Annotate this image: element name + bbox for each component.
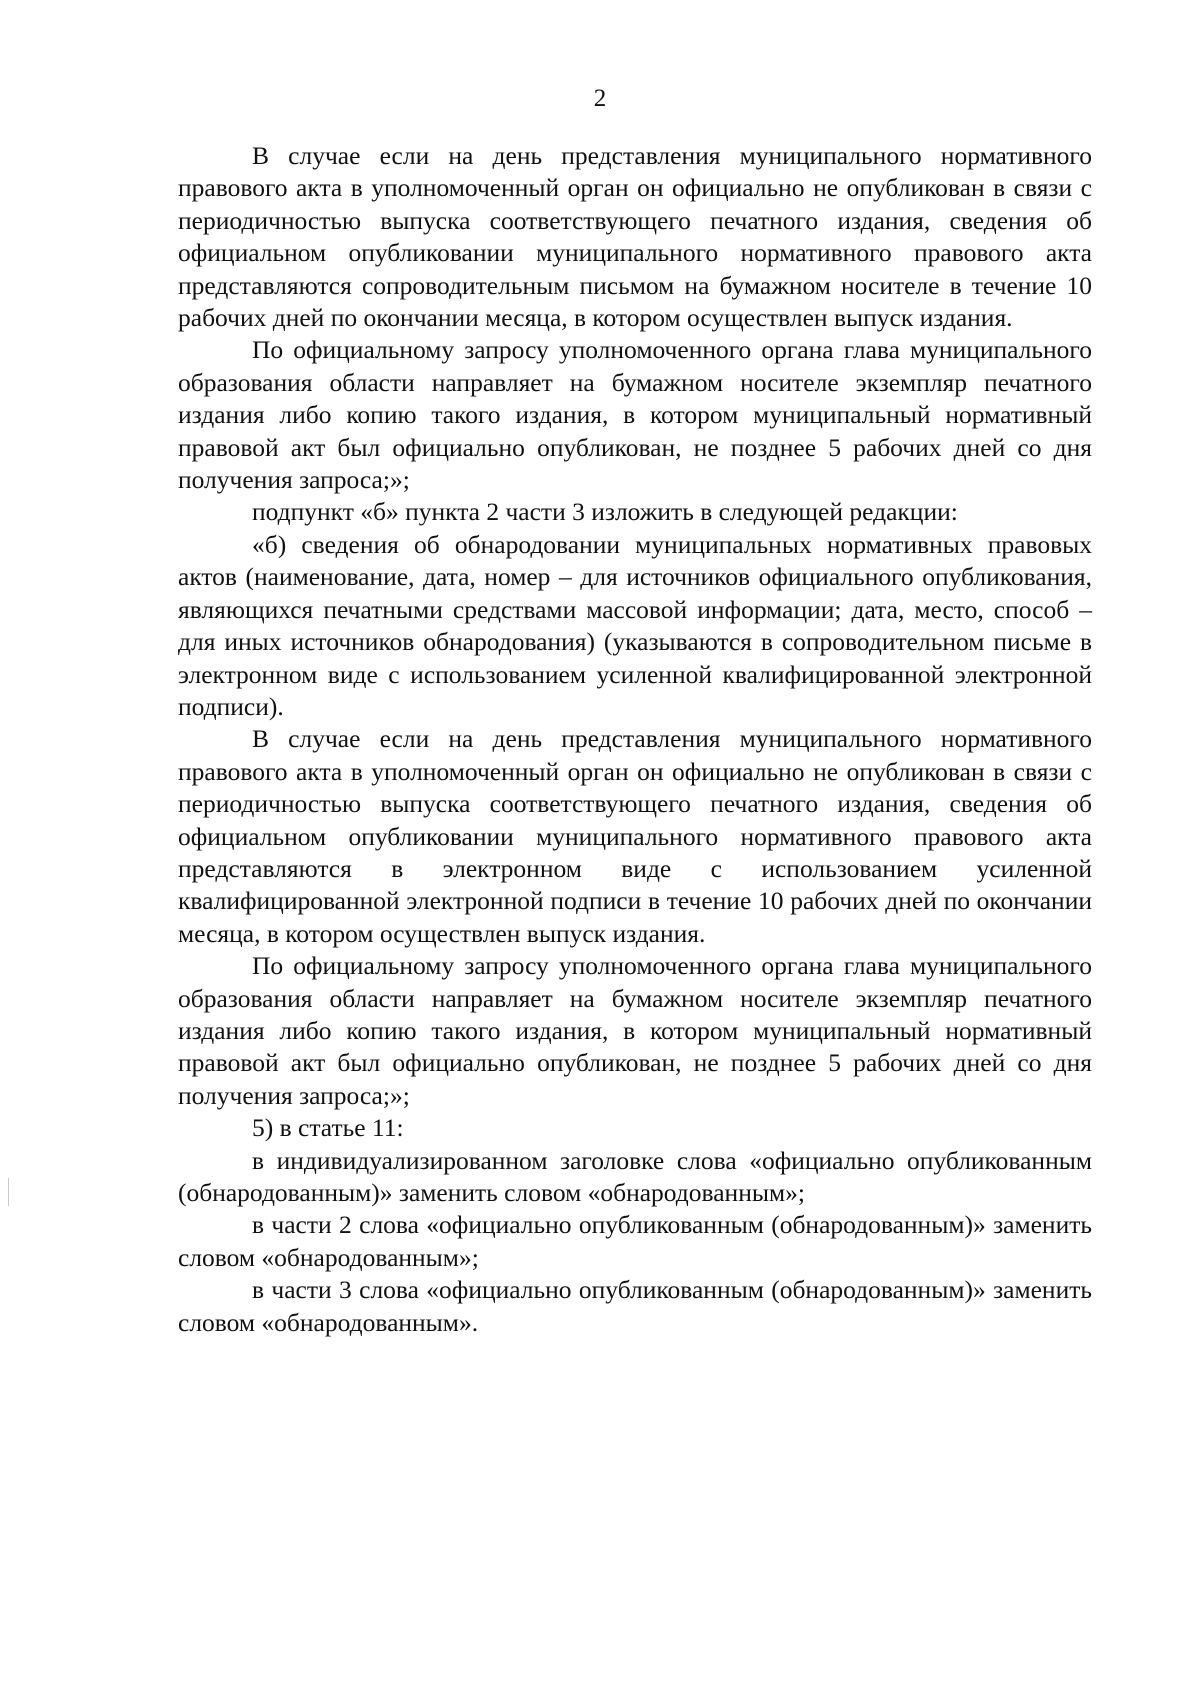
paragraph: В случае если на день представления муниципального нормативного правового акта в уполномоченный орган он официально не опубликован в связи с периодичностью выпуска соответствующего печатного издания, сведения об официальном опубликовании муниципального нормативного правового акта представляются сопроводительным письмом на бумажном носителе в течение 10 рабочих дней по окончании месяца, в котором осуществлен выпуск издания. [178, 141, 1092, 333]
paragraph: в индивидуализированном заголовке слова «официально опубликованным (обнародованным)» заменить словом «обнародованным»; [178, 1145, 1092, 1207]
paragraph: «б) сведения об обнародовании муниципальных нормативных правовых актов (наименование, дата, номер – для источников официального опубликования, являющихся печатными средствами массовой информации; дата, место, способ – для иных источников обнародования) (указываются в сопроводительном письме в электронном виде с использованием усиленной квалифицированной электронной подписи). [178, 529, 1092, 721]
paragraph: подпункт «б» пункта 2 части 3 изложить в следующей редакции: [252, 497, 958, 527]
document-body [178, 140, 1092, 1339]
paragraph: В случае если на день представления муниципального нормативного правового акта в уполномоченный орган он официально не опубликован в связи с периодичностью выпуска соответствующего печатного издания, сведения об официальном опубликовании муниципального нормативного правового акта представляются в электронном виде с использованием усиленной квалифицированной электронной подписи в течение 10 рабочих дней по окончании месяца, в котором осуществлен выпуск издания. [178, 724, 1092, 948]
paragraph: По официальному запросу уполномоченного органа глава муниципального образования области направляет на бумажном носителе экземпляр печатного издания либо копию такого издания, в котором муниципальный нормативный правовой акт был официально опубликован, не позднее 5 рабочих дней со дня получения запроса;»; [178, 951, 1092, 1110]
scan-margin-mark [8, 1178, 9, 1206]
page-number: 2 [593, 85, 607, 112]
paragraph: По официальному запросу уполномоченного органа глава муниципального образования области направляет на бумажном носителе экземпляр печатного издания либо копию такого издания, в котором муниципальный нормативный правовой акт был официально опубликован, не позднее 5 рабочих дней со дня получения запроса;»; [178, 335, 1092, 495]
paragraph: в части 2 слова «официально опубликованным (обнародованным)» заменить словом «обнародованным»; [178, 1210, 1092, 1272]
paragraph: 5) в статье 11: [252, 1113, 404, 1143]
paragraph: в части 3 слова «официально опубликованным (обнародованным)» заменить словом «обнародованным». [178, 1275, 1092, 1337]
